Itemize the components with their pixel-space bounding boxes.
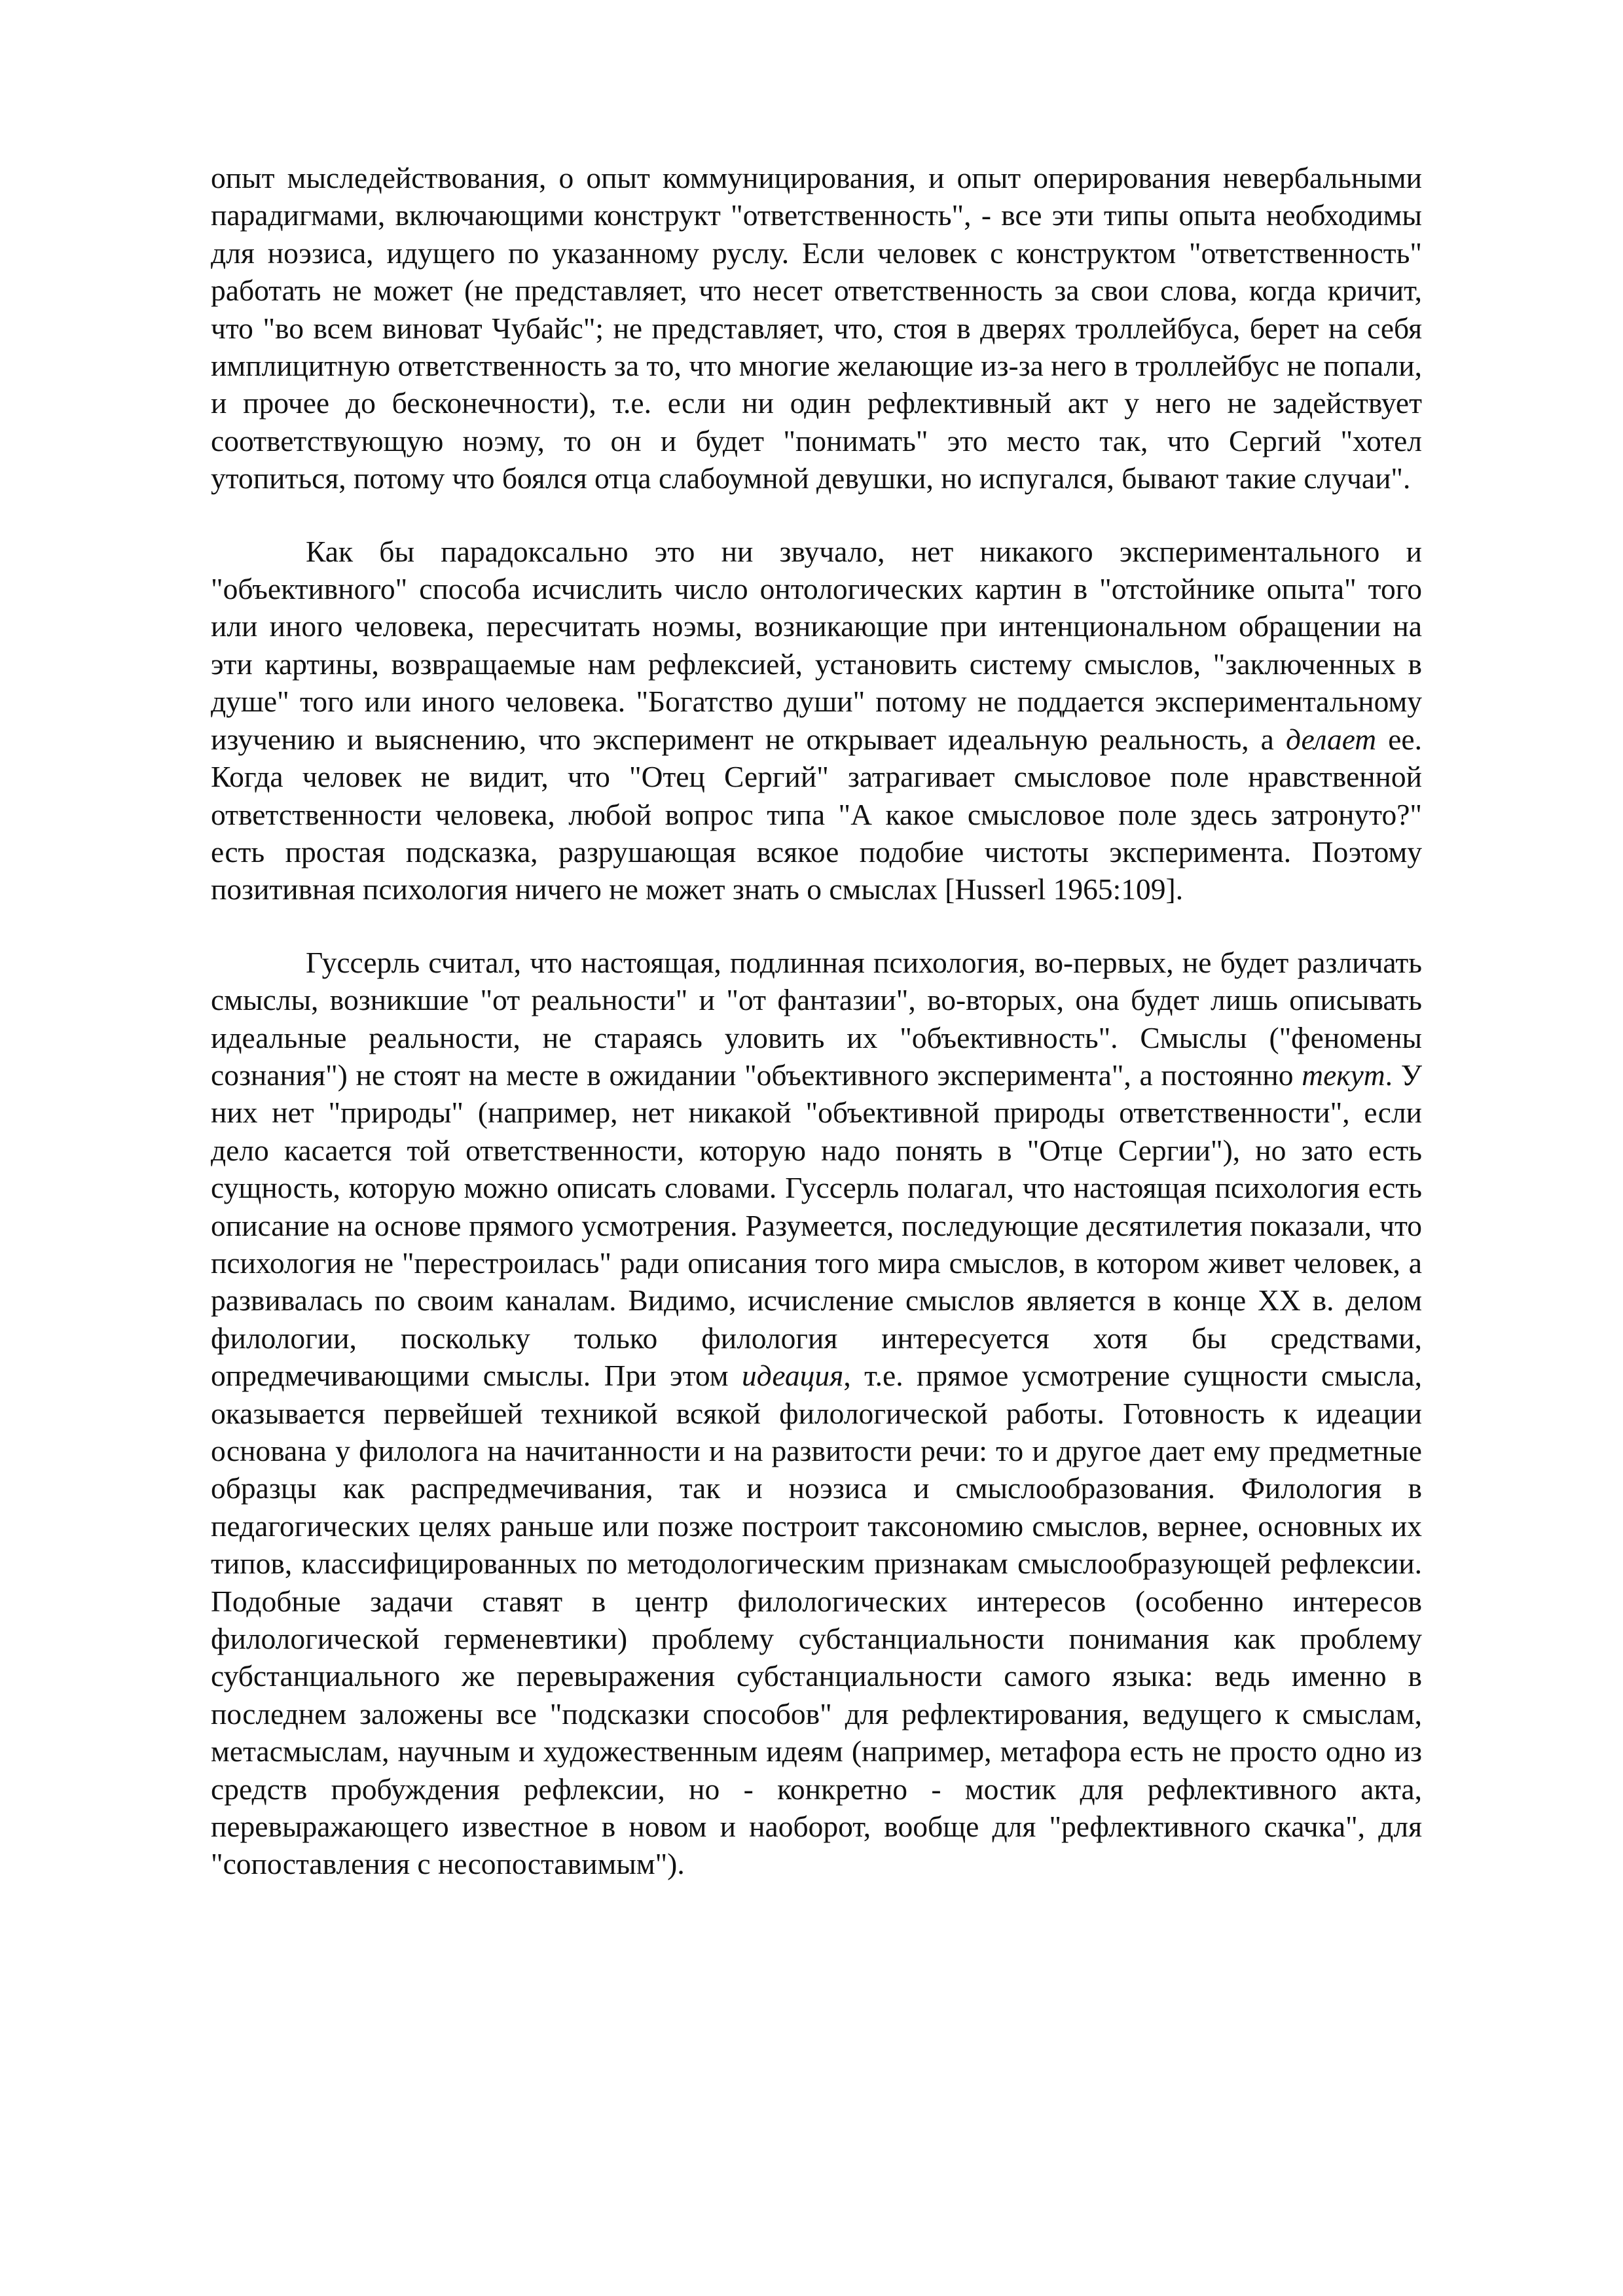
paragraph-2-text-a: Как бы парадоксально это ни звучало, нет никакого экспериментального и "объективного" способа исчислить число онтологических картин в "отстойнике опыта" того или иного человека, пересчитать ноэмы, возникающие при интенциональном обращении на эти картины, возвращаемые нам рефлексией, установить систему смыслов, "заключенных в душе" того или иного человека. "Богатство души" потому не поддается экспериментальному изучению и выяснению, что эксперимент не открывает идеальную реальность, а <box>211 534 1422 756</box>
paragraph-3 <box>211 944 1422 1883</box>
paragraph-2-italic-delaet: делает <box>1285 722 1377 756</box>
paragraph-3-italic-tekut: текут <box>1302 1058 1385 1092</box>
paragraph-3-text-b: . У них нет "природы" (например, нет никакой "объективной природы ответственности", если дело касается той ответственности, которую надо понять в "Отце Сергии"), но зато есть сущность, которую можно описать словами. Гуссерль полагал, что настоящая психология есть описание на основе прямого усмотрения. Разумеется, последующие десятилетия показали, что психология не "перестроилась" ради описания того мира смыслов, в котором живет человек, а развивалась по своим каналам. Видимо, исчисление смыслов является в конце XX в. делом филологии, поскольку только филология интересуется хотя бы средствами, опредмечивающими смыслы. При этом <box>211 1058 1422 1393</box>
document-page <box>211 159 1422 1883</box>
paragraph-3-text-c: , т.е. прямое усмотрение сущности смысла, оказывается первейшей техникой всякой филологической работы. Готовность к идеации основана у филолога на начитанности и на развитости речи: то и другое дает ему предметные образцы как распредмечивания, так и ноэзиса и смыслообразования. Филология в педагогических целях раньше или позже построит таксономию смыслов, вернее, основных их типов, классифицированных по методологическим признакам смыслообразующей рефлексии. Подобные задачи ставят в центр филологических интересов (особенно интересов филологической герменевтики) проблему субстанциальности понимания как проблему субстанциального же перевыражения субстанциальности самого языка: ведь именно в последнем заложены все "подсказки способов" для рефлектирования, ведущего к смыслам, метасмыслам, научным и художественным идеям (например, метафора есть не просто одно из средств пробуждения рефлексии, но - конкретно - мостик для рефлективного акта, перевыражающего известное в новом и наоборот, вообще для "рефлективного скачка", для "сопоставления с несопоставимым"). <box>211 1359 1422 1881</box>
paragraph-3-text-a: Гуссерль считал, что настоящая, подлинная психология, во-первых, не будет различать смыслы, возникшие "от реальности" и "от фантазии", во-вторых, она будет лишь описывать идеальные реальности, не стараясь уловить их "объективность". Смыслы ("феномены сознания") не стоят на месте в ожидании "объективного эксперимента", а постоянно <box>211 945 1422 1092</box>
paragraph-3-italic-ideatsiya: идеация <box>742 1359 844 1393</box>
paragraph-2-text-b: ее. Когда человек не видит, что "Отец Сергий" затрагивает смысловое поле нравственной ответственности человека, любой вопрос типа "А какое смысловое поле здесь затронуто?" есть простая подсказка, разрушающая всякое подобие чистоты эксперимента. Поэтому позитивная психология ничего не может знать о смыслах [Husserl 1965:109]. <box>211 722 1423 906</box>
paragraph-1-text: опыт мыследействования, о опыт коммуницирования, и опыт оперирования невербальными парадигмами, включающими конструкт "ответственность", - все эти типы опыта необходимы для ноэзиса, идущего по указанному руслу. Если человек с конструктом "ответственность" работать не может (не представляет, что несет ответственность за свои слова, когда кричит, что "во всем виноват Чубайс"; не представляет, что, стоя в дверях троллейбуса, берет на себя имплицитную ответственность за то, что многие желающие из-за него в троллейбус не попали, и прочее до бесконечности), т.е. если ни один рефлективный акт у него не задействует соответствующую ноэму, то он и будет "понимать" это место так, что Сергий "хотел утопиться, потому что боялся отца слабоумной девушки, но испугался, бывают такие случаи". <box>211 161 1422 495</box>
paragraph-2 <box>211 533 1422 908</box>
paragraph-1 <box>211 159 1422 497</box>
